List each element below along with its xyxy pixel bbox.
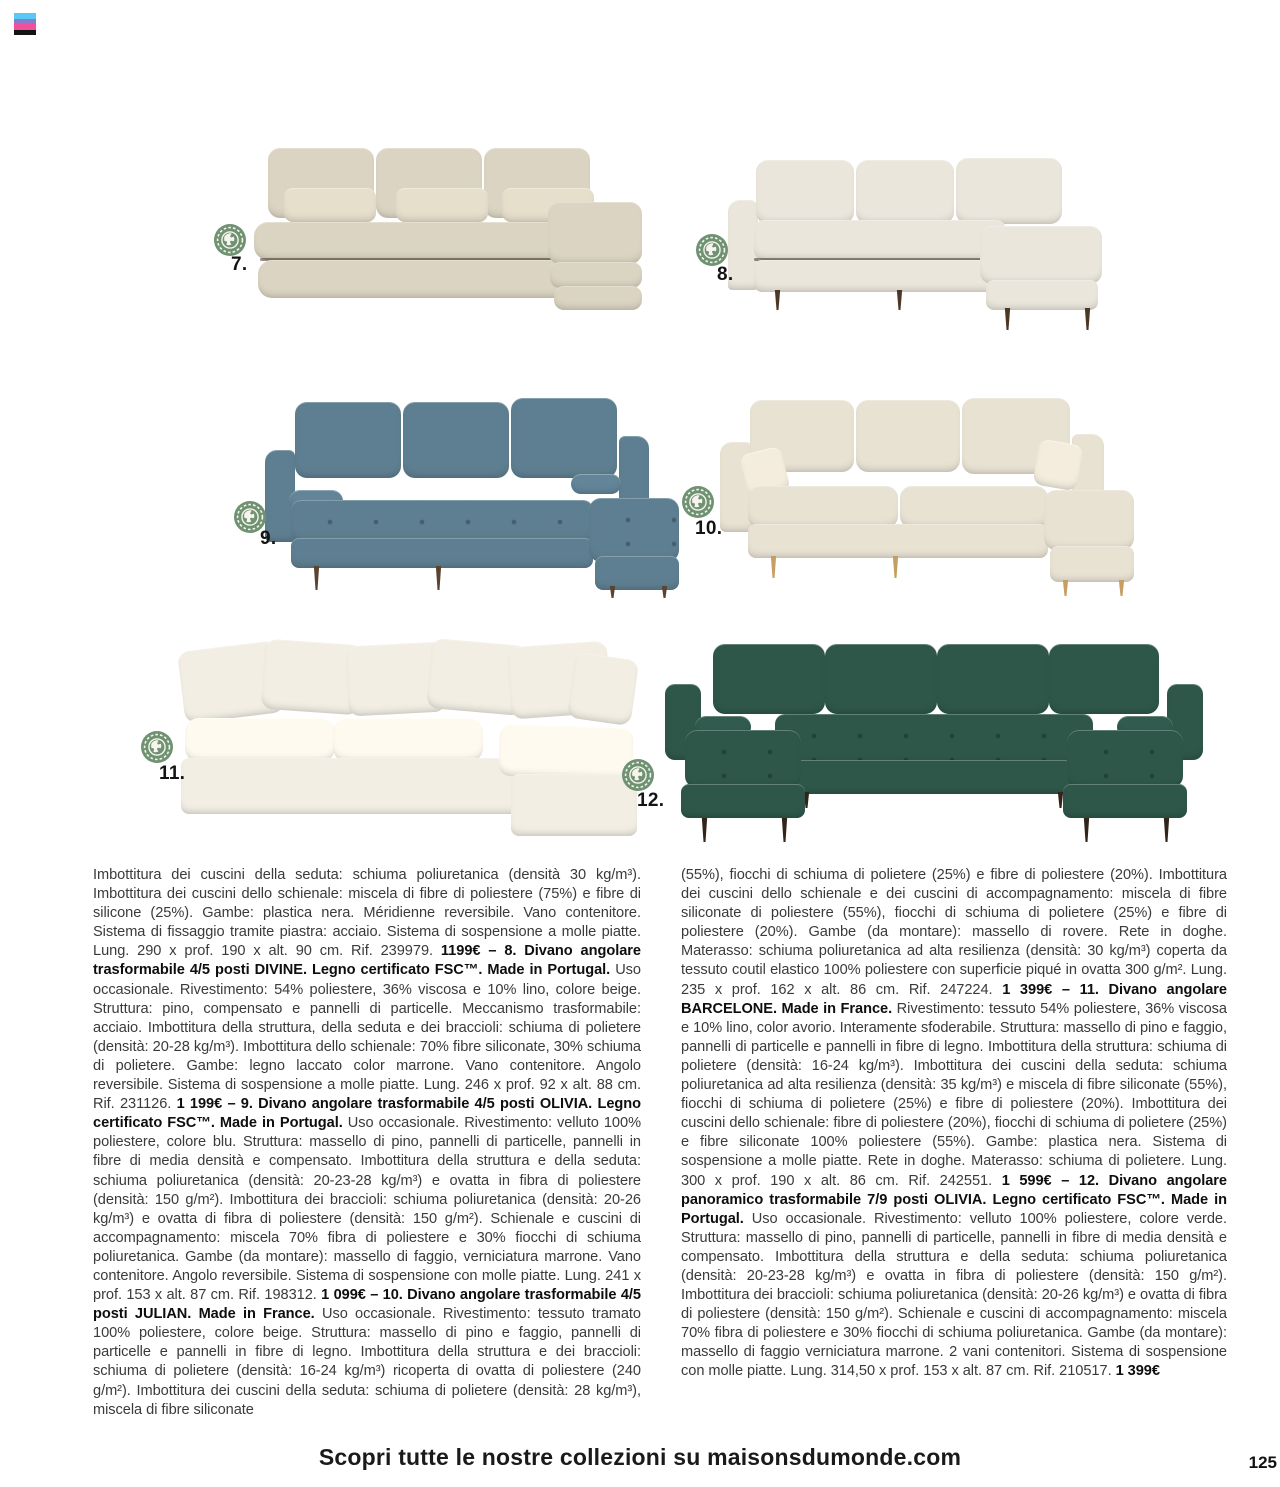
- sofa-part: [571, 474, 621, 494]
- product-number-label: 9.: [260, 528, 277, 549]
- sofa-illustration: [728, 156, 1112, 332]
- sofa-part: [748, 486, 898, 528]
- sofa-part: [550, 262, 642, 288]
- sofa-part: [1044, 490, 1134, 550]
- sofa-part: [284, 188, 376, 222]
- sofa-part: [1049, 644, 1159, 714]
- sofa-part: [511, 398, 617, 478]
- sofa-leg: [770, 556, 777, 578]
- sofa-part: [937, 644, 1049, 714]
- sofa-illustration: [175, 642, 640, 842]
- sofa-part: [681, 784, 805, 818]
- sofa-part: [258, 260, 568, 298]
- sofa-leg: [1004, 308, 1011, 330]
- sofa-leg: [774, 290, 781, 310]
- product-number-label: 7.: [231, 254, 248, 275]
- sofa-part: [396, 188, 488, 222]
- sofa-part: [567, 652, 640, 726]
- sofa-part: [1032, 439, 1083, 492]
- sofa-part: [498, 724, 634, 781]
- sofa-part: [900, 486, 1048, 528]
- product-photo-12: [653, 642, 1215, 847]
- print-mark-stripe: [14, 30, 36, 36]
- sofa-illustration: [250, 148, 642, 312]
- sofa-part: [295, 402, 401, 478]
- sofa-leg: [701, 818, 708, 842]
- sofa-illustration: [653, 642, 1215, 847]
- sofa-part: [856, 160, 954, 224]
- description-column-left: Imbottitura dei cuscini della seduta: schiuma poliuretanica (densità 30 kg/m³). Imbottitura dei cuscini dello schienale: miscela di fibre di poliestere (75%) e fibre di silicone (25%). Gambe: plastica nera. Méridienne reversibile. Vano contenitore. Sistema di fissaggio tramite piastra: acciaio. Sistema di sospensione a molle piatte. Lung. 290 x prof. 190 x alt. 90 cm. Rif. 239979. 1199€ – 8. Divano angolare trasformabile 4/5 posti DIVINE. Legno certificato FSC™. Made in Portugal. Uso occasionale. Rivestimento: 54% poliestere, 36% viscosa e 10% lino, colore beige. Struttura: pino, compensato e pannelli di particelle. Meccanismo trasformabile: acciaio. Imbottitura della struttura, della seduta e dei braccioli: schiuma di polietere (densità: 20-28 kg/m³). Imbottitura dello schienale: 70% fibre siliconate, 30% schiuma di polietere. Gambe: legno laccato color marrone. Vano contenitore. Angolo reversibile. Sistema di sospensione a molle piatte. Lung. 246 x prof. 92 x alt. 88 cm. Rif. 231126. 1 199€ – 9. Divano angolare trasformabile 4/5 posti OLIVIA. Legno certificato FSC™. Made in Portugal. Uso occasionale. Rivestimento: velluto 100% poliestere, colore blu. Struttura: massello di pino, pannelli di particelle, pannelli in fibre di media densità e compensato. Imbottitura della struttura e della seduta: schiuma poliuretanica (densità: 20-23-28 kg/m³) e ovatta in fibra di poliestere (densità: 150 g/m²). Imbottitura dei braccioli: schiuma poliuretanica (densità: 20-26 kg/m³) e ovatta di fibra di poliestere (densità: 150 g/m²). Schienale e cuscini di accompagnamento: miscela 70% fibra di poliestere e 30% fiocchi di schiuma poliuretanica. Gambe (da montare): massello di faggio, verniciatura marrone. Vano contenitore. Angolo reversibile. Sistema di sospensione con molle piatte. Lung. 241 x prof. 153 x alt. 87 cm. Rif. 198312. 1 099€ – 10. Divano angolare trasformabile 4/5 posti JULIAN. Made in France. Uso occasionale. Rivestimento: tessuto tramato 100% poliestere, colore beige. Struttura: massello di pino e faggio, pannelli di particelle e pannelli in fibre di legno. Imbottitura della struttura e dei braccioli: schiuma di polietere (densità: 16-24 kg/m³) ricoperta di ovatta di poliestere (240 g/m²). Imbottitura dei cuscini della seduta: schiuma di polietere (densità: 28 kg/m³), miscela di fibre siliconate: [93, 867, 642, 1418]
- sofa-part: [548, 202, 642, 264]
- sofa-part: [403, 402, 509, 478]
- sofa-part: [748, 524, 1048, 558]
- product-photo-10: [720, 398, 1135, 598]
- product-number-label: 12.: [637, 790, 665, 811]
- sofa-part: [856, 400, 960, 472]
- sofa-part: [775, 714, 1093, 764]
- sofa-part: [1063, 784, 1187, 818]
- sofa-part: [825, 644, 937, 714]
- product-number-label: 10.: [695, 518, 723, 539]
- sofa-part: [685, 730, 801, 788]
- sofa-part: [1050, 546, 1134, 582]
- sofa-leg: [1118, 580, 1125, 596]
- sofa-part: [1067, 730, 1183, 788]
- sofa-part: [595, 556, 679, 590]
- product-number-label: 8.: [717, 264, 734, 285]
- sofa-part: [986, 280, 1098, 310]
- sofa-illustration: [720, 398, 1135, 598]
- sofa-leg: [892, 556, 899, 578]
- sofa-illustration: [265, 398, 680, 598]
- product-photo-9: [265, 398, 680, 598]
- print-registration-mark: [14, 13, 36, 35]
- product-photo-11: [175, 642, 640, 842]
- sofa-part: [956, 158, 1062, 224]
- sofa-part: [554, 286, 642, 310]
- eco-globe-icon: [696, 234, 728, 266]
- sofa-part: [980, 226, 1102, 284]
- product-photo-7: [250, 148, 642, 312]
- sofa-part: [333, 718, 483, 762]
- page-number: 125: [1248, 1453, 1277, 1472]
- sofa-part: [185, 718, 335, 762]
- sofa-part: [291, 538, 593, 568]
- sofa-part: [254, 222, 568, 260]
- description-column-right: (55%), fiocchi di schiuma di polietere (25%) e fibre di poliestere (20%). Imbottitura dei cuscini dello schienale e dei cuscini di accompagnamento: miscela di fibre siliconate di poliestere (55%), fiocchi di schiuma di polietere (25%) e fibre di poliestere (20%). Gambe (da montare): massello di rovere. Rete in doghe. Materasso: schiuma poliuretanica ad alta resilienza (densità: 30 kg/m³) coperta da tessuto coutil elastico 100% poliestere con superficie piqué in ovatta 300 g/m². Lung. 235 x prof. 162 x alt. 86 cm. Rif. 247224. 1 399€ – 11. Divano angolare BARCELONE. Made in France. Rivestimento: tessuto 54% poliestere, 36% viscosa e 10% lino, color avorio. Interamente sfoderabile. Struttura: massello di pino e faggio, pannelli di particelle e pannelli in fibre di legno. Imbottitura della struttura: schiuma di polietere (densità: 16-24 kg/m³). Imbottitura dei cuscini della seduta: schiuma poliuretanica ad alta resilienza (densità: 35 kg/m³) e miscela di fibre siliconate (55%), fiocchi di schiuma di polietere (25%) e fibre di poliestere (20%). Imbottitura dei cuscini dello schienale: fibre di poliestere (20%), fiocchi di schiuma di polietere (25%) e fibre siliconate 100% poliestere (55%). Gambe: plastica nera. Sistema di sospensione a molle piatte. Rete in doghe. Materasso: schiuma di polietere. Lung. 300 x prof. 190 x alt. 86 cm. Rif. 242551. 1 599€ – 12. Divano angolare panoramico trasformabile 7/9 posti OLIVIA. Legno certificato FSC™. Made in Portugal. Uso occasionale. Rivestimento: velluto 100% poliestere, colore verde. Struttura: massello di pino, pannelli di particelle, pannelli in fibre di media densità e compensato. Imbottitura della struttura e della seduta: schiuma poliuretanica (densità: 20-23-28 kg/m³) e ovatta in fibra di poliestere (densità: 150 g/m²). Imbottitura dei braccioli: schiuma poliuretanica (densità: 20-26 kg/m³) e ovatta di fibra di poliestere (densità: 150 g/m²). Schienale e cuscini di accompagnamento: miscela 70% fibra di poliestere e 30% fiocchi di schiuma poliuretanica. Gambe (da montare): massello di faggio verniciatura marrone. 2 vani contenitori. Sistema di sospensione con molle piatte. Lung. 314,50 x prof. 153 x alt. 87 cm. Rif. 210517. 1 399€: [681, 867, 1227, 1380]
- sofa-leg: [1163, 818, 1170, 842]
- eco-globe-icon: [682, 486, 714, 518]
- sofa-leg: [1084, 308, 1091, 330]
- product-number-label: 11.: [159, 763, 186, 784]
- sofa-leg: [896, 290, 903, 310]
- product-photo-8: [728, 156, 1112, 332]
- sofa-part: [756, 160, 854, 224]
- sofa-leg: [1083, 818, 1090, 842]
- sofa-part: [781, 760, 1087, 794]
- sofa-part: [589, 498, 679, 562]
- footer-collections-text: Scopri tutte le nostre collezioni su maisonsdumonde.com: [318, 1444, 962, 1470]
- sofa-part: [754, 220, 1006, 260]
- sofa-part: [754, 260, 1014, 292]
- sofa-part: [291, 500, 593, 542]
- sofa-leg: [435, 566, 442, 590]
- sofa-leg: [781, 818, 788, 842]
- sofa-leg: [1062, 580, 1069, 596]
- sofa-part: [713, 644, 825, 714]
- eco-globe-icon: [214, 224, 246, 256]
- sofa-leg: [313, 566, 320, 590]
- eco-globe-icon: [622, 759, 654, 791]
- sofa-part: [511, 774, 637, 836]
- eco-globe-icon: [141, 731, 173, 763]
